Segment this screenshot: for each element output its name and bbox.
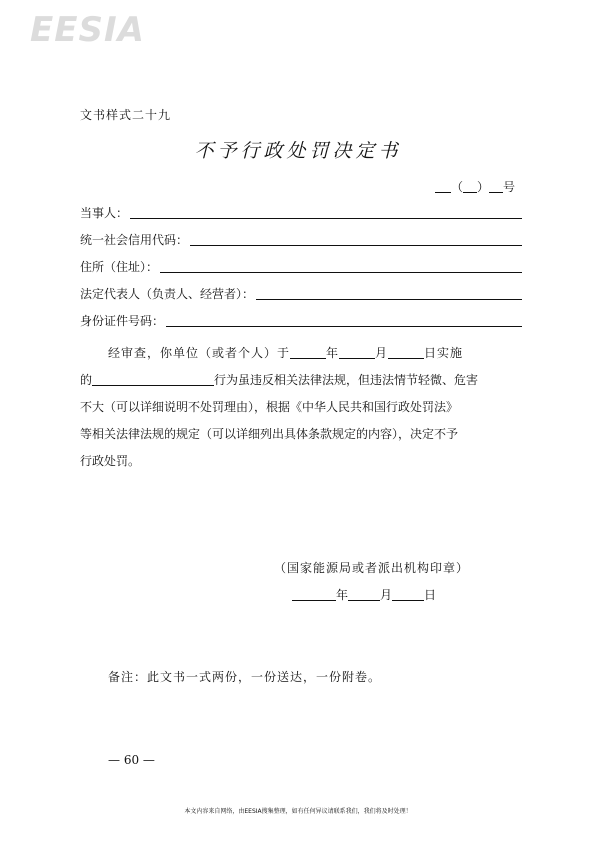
id-number-field	[80, 313, 522, 329]
doc-number-close: ）	[477, 180, 490, 194]
violation-act-blank[interactable]	[92, 373, 214, 386]
body-line-4: 等相关法律法规的规定（可以详细列出具体条款规定的内容），决定不予	[80, 427, 459, 441]
eesia-logo: EESIA	[30, 10, 145, 50]
document-title: 不予行政处罚决定书	[194, 140, 402, 162]
credit-code-input-line[interactable]	[190, 245, 522, 246]
legal-rep-input-line[interactable]	[256, 299, 522, 300]
legal-rep-label: 法定代表人（负责人、经营者）：	[80, 287, 255, 301]
day-blank[interactable]	[388, 346, 424, 359]
doc-serial-blank[interactable]	[489, 181, 503, 193]
body-line-5: 行政处罚。	[80, 454, 141, 468]
body-line-1-start: 经审查，你单位（或者个人）于	[108, 346, 291, 360]
page-number: — 60 —	[108, 753, 155, 767]
body-line-2-rest: 行为虽违反相关法律法规，但违法情节轻微、危害	[214, 373, 479, 387]
sign-month-blank[interactable]	[348, 588, 380, 601]
remark-note: 备注：此文书一式两份，一份送达，一份附卷。	[108, 670, 382, 684]
party-field	[80, 205, 522, 221]
id-number-input-line[interactable]	[166, 326, 522, 327]
sign-year-label: 年	[336, 588, 349, 602]
address-input-line[interactable]	[160, 272, 522, 273]
credit-code-field	[80, 232, 522, 248]
year-blank[interactable]	[290, 346, 326, 359]
signature-date	[292, 586, 436, 603]
body-line-1-month: 月	[375, 346, 389, 360]
doc-number-open: （	[451, 180, 464, 194]
sign-day-label: 日	[424, 588, 437, 602]
credit-code-label: 统一社会信用代码：	[80, 233, 189, 247]
seal-placeholder: （国家能源局或者派出机构印章）	[274, 561, 470, 575]
party-label: 当事人：	[80, 206, 129, 220]
id-number-label: 身份证件号码：	[80, 314, 165, 328]
document-number	[435, 178, 515, 195]
body-line-1	[108, 344, 463, 361]
body-line-1-year: 年	[326, 346, 340, 360]
body-line-2	[80, 371, 478, 388]
body-line-1-rest: 日实施	[424, 346, 464, 360]
footer-disclaimer: 本文内容来自网络，由EESIA搜集整理，如有任何异议请联系我们，我们将及时处理！	[184, 808, 412, 815]
body-line-2-start: 的	[80, 373, 93, 387]
party-input-line[interactable]	[130, 218, 522, 219]
legal-rep-field	[80, 286, 522, 302]
sign-year-blank[interactable]	[292, 588, 336, 601]
sign-month-label: 月	[380, 588, 393, 602]
sign-day-blank[interactable]	[392, 588, 424, 601]
doc-number-suffix: 号	[503, 180, 516, 194]
doc-year-blank[interactable]	[463, 181, 477, 193]
form-style-label: 文书样式二十九	[80, 108, 172, 122]
body-line-3: 不大（可以详细说明不处罚理由），根据《中华人民共和国行政处罚法》	[80, 400, 459, 414]
address-label: 住所（住址）：	[80, 260, 159, 274]
address-field	[80, 259, 522, 275]
doc-prefix-blank[interactable]	[435, 181, 451, 193]
month-blank[interactable]	[339, 346, 375, 359]
